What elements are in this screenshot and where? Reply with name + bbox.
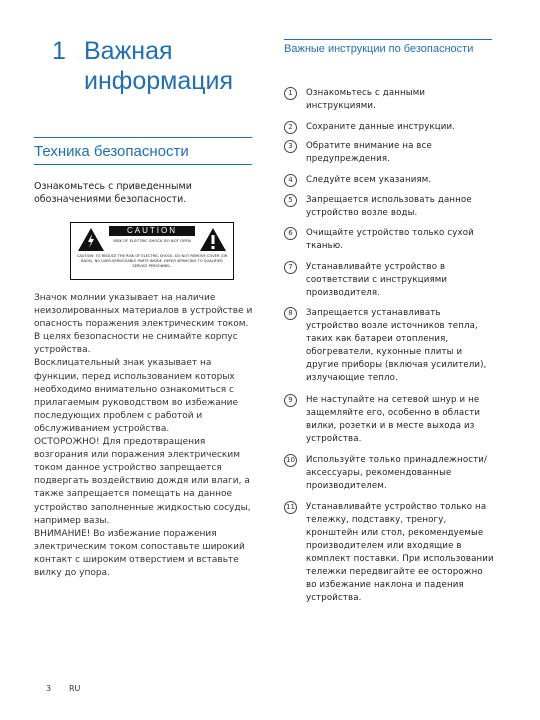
item-number: 4 <box>284 174 297 187</box>
item-text: Обратите внимание на все предупреждения. <box>306 141 432 164</box>
item-text: Ознакомьтесь с данными инструкциями. <box>306 88 426 111</box>
body-paragraph: Значок молнии указывает на наличие неизолированных материалов в устройстве и опасность поражения электрическим током. В целях безопасности не снимайте корпус устройства. <box>34 293 253 356</box>
item-text: Используйте только принадлежности/аксессуары, рекомендованные производителем. <box>306 455 488 491</box>
exclamation-warning-icon <box>199 227 227 252</box>
item-text: Не наступайте на сетевой шнур и не защемляйте его, особенно в области вилки, розетки и в месте выхода из устройства. <box>306 395 481 444</box>
item-number: 3 <box>284 140 297 153</box>
item-text: Запрещается использовать данное устройство возле воды. <box>306 195 472 218</box>
body-paragraph: Восклицательный знак указывает на функции, перед использованием которых необходимо внимательно ознакомиться с прилагаемым руководством во избежание последующих проблем с работой и обслуживанием устройства. <box>34 358 238 434</box>
body-paragraph: ОСТОРОЖНО! Для предотвращения возгорания или поражения электрическим током данное устройство запрещается подвергать воздействию дождя или влаги, а также запрещается помещать на данное устройство заполненные жидкостью сосуды, например вазы. <box>34 437 251 526</box>
instructions-rule <box>284 39 492 40</box>
item-text: Сохраните данные инструкции. <box>306 122 456 132</box>
item-text: Очищайте устройство только сухой тканью. <box>306 228 474 251</box>
item-text: Запрещается устанавливать устройство возле источников тепла, таких как батареи отопления, обогреватели, кухонные плиты и другие приборы (включая усилители), излучающие тепло. <box>306 308 487 383</box>
chapter-title: Важная информация <box>84 37 234 95</box>
safety-intro: Ознакомьтесь с приведенными обозначениями безопасности. <box>34 181 192 205</box>
page-language: RU <box>69 684 81 693</box>
item-number: 1 <box>284 87 297 100</box>
item-text: Следуйте всем указаниям. <box>306 175 432 185</box>
item-number: 6 <box>284 227 297 240</box>
caution-line-1: RISK OF ELECTRIC SHOCK DO NOT OPEN <box>113 238 191 243</box>
section-rule-bottom <box>34 164 252 165</box>
section-rule-top <box>34 137 252 138</box>
item-number: 10 <box>284 454 297 467</box>
section-title: Техника безопасности <box>34 143 189 160</box>
chapter-number: 1 <box>52 37 66 65</box>
lightning-warning-icon <box>77 227 105 252</box>
item-text: Устанавливайте устройство в соответствии с инструкциями производителя. <box>306 262 448 298</box>
safety-body <box>34 292 256 580</box>
caution-label <box>70 222 234 280</box>
item-number: 11 <box>284 501 297 514</box>
instructions-title: Важные инструкции по безопасности <box>284 43 474 55</box>
caution-line-2: CAUTION: TO REDUCE THE RISK OF ELECTRIC SHOCK, DO NOT REMOVE COVER (OR BACK). NO USER-SERVICEABLE PARTS INSIDE. REFER SERVICING TO QUALIFIED SERVICE PERSONNEL. <box>76 254 228 268</box>
item-number: 2 <box>284 121 297 134</box>
item-number: 8 <box>284 307 297 320</box>
item-number: 9 <box>284 394 297 407</box>
body-paragraph: ВНИМАНИЕ! Во избежание поражения электрическим током сопоставьте широкий контакт с широким отверстием и вставьте вилку до упора. <box>34 528 245 578</box>
item-number: 5 <box>284 194 297 207</box>
page-number: 3 <box>46 684 52 693</box>
item-number: 7 <box>284 261 297 274</box>
caution-header: CAUTION <box>109 226 195 236</box>
item-text: Устанавливайте устройство только на тележку, подставку, треногу, кронштейн или стол, рекомендуемые производителем или входящие в комплект поставки. При использовании тележки передвигайте ее осторожно во избежание наклона и падения устройства. <box>306 502 494 603</box>
